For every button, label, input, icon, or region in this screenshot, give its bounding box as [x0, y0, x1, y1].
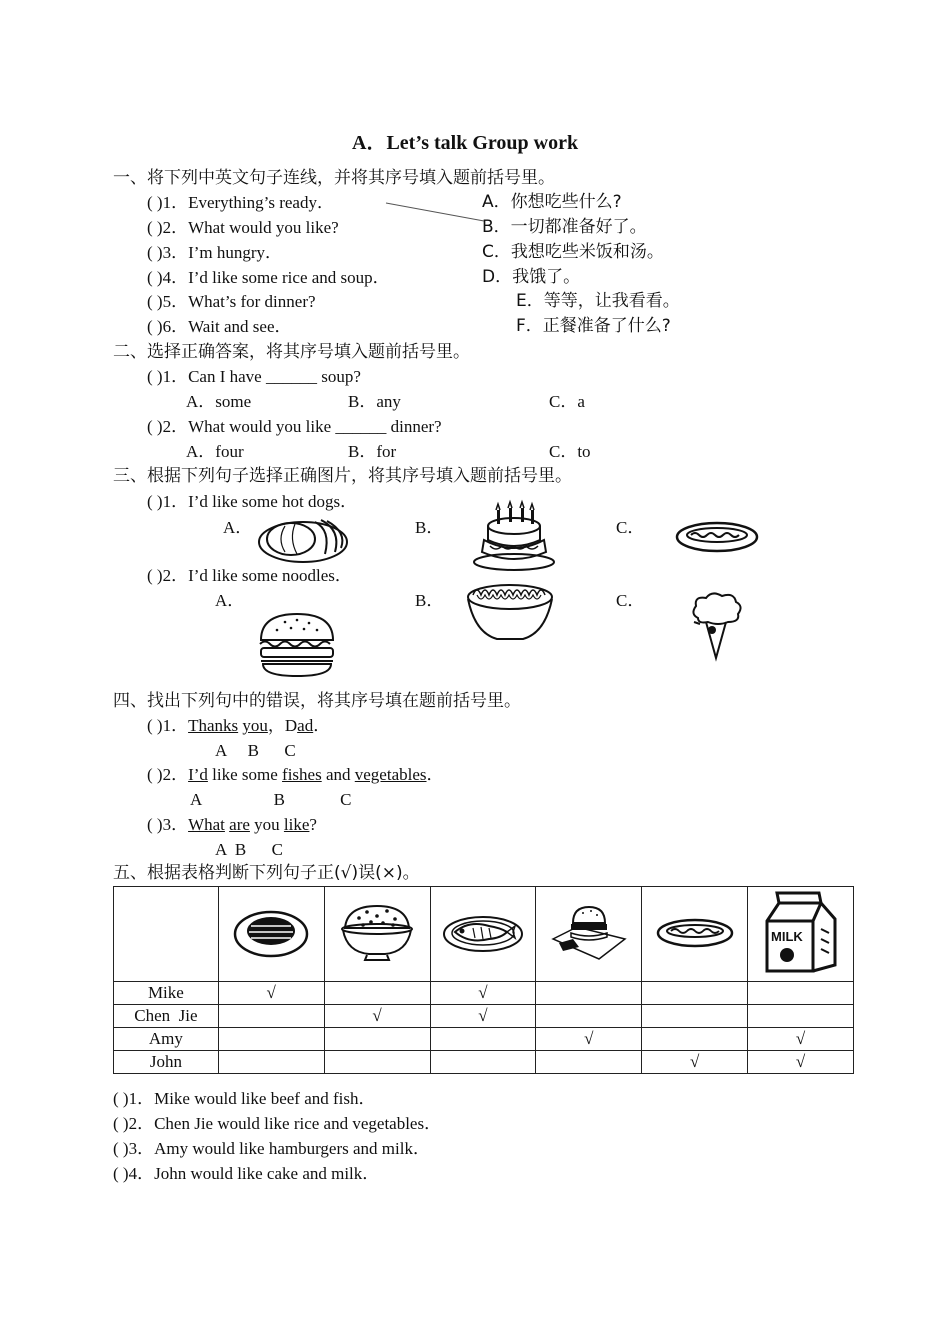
noodles-icon: [465, 581, 555, 645]
sec5-statement-3: ( )3．Amy would like hamburgers and milk．: [113, 1139, 430, 1158]
mark-cell: [642, 1005, 748, 1028]
mark-cell: [430, 1028, 536, 1051]
hot-dog-table-icon: [655, 914, 735, 950]
sec1-right-a: A．你想吃些什么?: [482, 192, 622, 212]
table-header-hamburger: [536, 887, 642, 982]
sec2-q1-option-c: C．a: [549, 392, 585, 411]
mark-cell: [430, 1051, 536, 1074]
hot-dog-icon: [675, 517, 759, 555]
mark-cell: [536, 982, 642, 1005]
section5-heading: 五、根据表格判断下列句子正(√)误(×)。: [113, 863, 420, 883]
section3-heading: 三、根据下列句子选择正确图片，将其序号填入题前括号里。: [113, 466, 572, 486]
sec3-question-2: ( )2．I’d like some noodles．: [147, 566, 352, 585]
row-name: Chen Jie: [114, 1005, 219, 1028]
bread-icon: [255, 512, 355, 567]
sec2-q2-option-c: C．to: [549, 442, 591, 461]
sec4-q2-letters: A B C: [190, 790, 352, 809]
milk-label: MILK: [770, 928, 803, 944]
milk-carton-icon: [763, 889, 839, 975]
table-row: [114, 1005, 854, 1028]
sec1-right-e: E．等等，让我看看。: [516, 291, 680, 311]
sec3-q2-label-c: C．: [616, 591, 645, 610]
cake-icon: [468, 500, 558, 572]
sec4-q1-letters: A B C: [215, 741, 296, 760]
mark-cell: √: [748, 1051, 854, 1074]
mark-cell: [218, 1005, 324, 1028]
row-name: Amy: [114, 1028, 219, 1051]
sec1-left-3: ( )3．I’m hungry．: [147, 243, 283, 262]
sec5-statement-1: ( )1．Mike would like beef and fish．: [113, 1089, 376, 1108]
mark-cell: √: [748, 1028, 854, 1051]
table-corner-cell: [114, 887, 219, 982]
food-table: [113, 886, 854, 1074]
ice-cream-icon: [688, 592, 744, 662]
section4-heading: 四、找出下列句中的错误，将其序号填在题前括号里。: [113, 691, 521, 711]
mark-cell: [324, 1028, 430, 1051]
mark-cell: [536, 1051, 642, 1074]
sec1-right-f: F．正餐准备了什么?: [516, 316, 671, 336]
sec1-left-6: ( )6．Wait and see．: [147, 317, 292, 336]
sec5-statement-2: ( )2．Chen Jie would like rice and vegetables．: [113, 1114, 442, 1133]
sec1-right-d: D．我饿了。: [482, 267, 581, 287]
row-name: Mike: [114, 982, 219, 1005]
example-match-line: [0, 0, 950, 400]
sec4-q3-letters: A B C: [215, 840, 284, 859]
sec1-right-c: C．我想吃些米饭和汤。: [482, 242, 664, 262]
sec4-question-3: ( )3．What are you like?: [147, 815, 317, 834]
mark-cell: √: [536, 1028, 642, 1051]
sec2-q2-option-b: B．for: [348, 442, 397, 461]
row-name: John: [114, 1051, 219, 1074]
sec3-q2-label-a: A．: [215, 591, 245, 610]
mark-cell: √: [430, 982, 536, 1005]
sec2-q2-option-a: A．four: [186, 442, 244, 461]
table-header-rice: [324, 887, 430, 982]
mark-cell: [642, 1028, 748, 1051]
mark-cell: [324, 982, 430, 1005]
page-title: A．Let’s talk Group work: [352, 132, 579, 154]
sec3-q1-label-b: B．: [415, 518, 444, 537]
sec5-statement-4: ( )4．John would like cake and milk．: [113, 1164, 380, 1183]
sec1-left-2: ( )2．What would you like?: [147, 218, 339, 237]
sec2-q1-option-a: A．some: [186, 392, 252, 411]
mark-cell: [324, 1051, 430, 1074]
table-header-milk: [748, 887, 854, 982]
table-row: [114, 1028, 854, 1051]
sec3-q2-label-b: B．: [415, 591, 444, 610]
table-row: [114, 982, 854, 1005]
table-header-fish: [430, 887, 536, 982]
sec1-left-4: ( )4．I’d like some rice and soup．: [147, 268, 390, 287]
sec2-q1-option-b: B．any: [348, 392, 401, 411]
sec1-right-b: B．一切都准备好了。: [482, 217, 647, 237]
section2-heading: 二、选择正确答案，将其序号填入题前括号里。: [113, 342, 470, 362]
fish-plate-icon: [441, 910, 525, 954]
hamburger-icon: [257, 612, 337, 678]
table-header-beef: [218, 887, 324, 982]
sec4-question-1: ( )1．Thanks you，Dad．: [147, 716, 331, 735]
table-row: [114, 1051, 854, 1074]
rice-bowl-icon: [337, 900, 417, 964]
mark-cell: √: [218, 982, 324, 1005]
mark-cell: [748, 1005, 854, 1028]
sec3-q1-label-c: C．: [616, 518, 645, 537]
sec3-q1-label-a: A．: [223, 518, 253, 537]
mark-cell: [536, 1005, 642, 1028]
beef-icon: [231, 904, 311, 960]
hamburger-plate-icon: [549, 899, 629, 965]
section1-heading: 一、将下列中英文句子连线，并将其序号填入题前括号里。: [113, 168, 555, 188]
sec1-left-5: ( )5．What’s for dinner?: [147, 292, 316, 311]
sec2-question-2: ( )2．What would you like ______ dinner?: [147, 417, 442, 436]
mark-cell: [218, 1051, 324, 1074]
table-header-hot-dog: [642, 887, 748, 982]
mark-cell: √: [324, 1005, 430, 1028]
sec2-question-1: ( )1．Can I have ______ soup?: [147, 367, 361, 386]
mark-cell: [218, 1028, 324, 1051]
sec3-question-1: ( )1．I’d like some hot dogs．: [147, 492, 358, 511]
mark-cell: [642, 982, 748, 1005]
sec1-left-1: ( )1．Everything’s ready．: [147, 193, 334, 212]
mark-cell: √: [430, 1005, 536, 1028]
mark-cell: √: [642, 1051, 748, 1074]
mark-cell: [748, 982, 854, 1005]
sec4-question-2: ( )2．I’d like some fishes and vegetables．: [147, 765, 444, 784]
